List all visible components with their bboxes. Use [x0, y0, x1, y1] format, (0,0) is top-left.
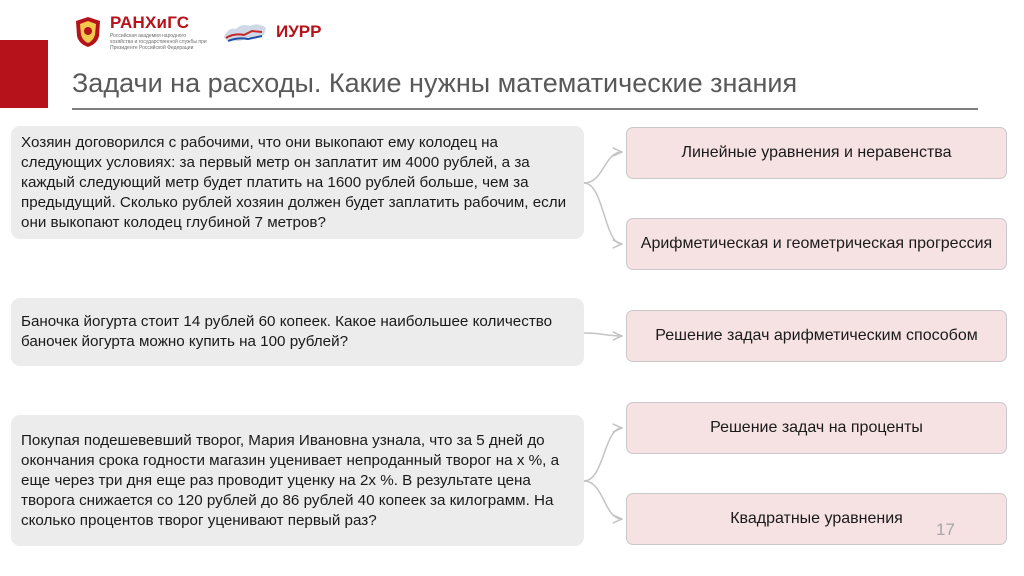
- topic-linear-equations: [626, 127, 1007, 179]
- arrow-q3-t4: [584, 428, 622, 481]
- ranepa-logo-name: РАНХиГС: [110, 12, 190, 32]
- accent-bar: [0, 40, 48, 108]
- arrow-q2-t3: [584, 333, 622, 336]
- arrow-q3-t5: [584, 481, 622, 519]
- topic-label: Решение задач арифметическим способом: [655, 327, 978, 344]
- topic-progressions: [626, 218, 1007, 270]
- topic-label: Линейные уравнения и неравенства: [681, 144, 952, 161]
- topic-percentages: [626, 402, 1007, 454]
- problem-card-well: [11, 126, 584, 239]
- topic-label: Решение задач на проценты: [710, 419, 923, 436]
- topic-arithmetic-method: [626, 310, 1007, 362]
- header-logos: [74, 12, 321, 52]
- arrow-q1-t2: [584, 183, 622, 244]
- problem-card-cottage-cheese: [11, 415, 584, 546]
- iurr-logo-name: ИУРР: [276, 22, 322, 41]
- page-title: Задачи на расходы. Какие нужны математические знания: [72, 68, 798, 98]
- topic-label: Квадратные уравнения: [730, 510, 903, 527]
- arrow-q1-t1: [584, 152, 622, 183]
- ranepa-logo-subtitle: Российская академия народного хозяйства и государственной службы при Президенте Российской Федерации: [110, 32, 207, 51]
- problem-text: Хозяин договорился с рабочими, что они выкопают ему колодец на следующих условиях: за первый метр он заплатит им 4000 рублей, а за каждый следующий метр будет платить на 1600 рублей больше, чем за предыдущий. Сколько рублей хозяин должен будет заплатить рабочим, если они выкопают колодец глубиной 7 метров?: [21, 133, 567, 231]
- russia-map-icon: [222, 17, 268, 47]
- problem-text: Баночка йогурта стоит 14 рублей 60 копеек. Какое наибольшее количество баночек йогурта можно купить на 100 рублей?: [21, 313, 553, 350]
- title-divider: [72, 108, 978, 110]
- ranepa-emblem-icon: [74, 16, 102, 48]
- page-number: 17: [936, 520, 955, 539]
- problem-card-yogurt: [11, 298, 584, 366]
- problem-text: Покупая подешевевший творог, Мария Ивановна узнала, что за 5 дней до окончания срока годности магазин уценивает непроданный творог на x %, а еще через три дня еще раз проводит уценку на 2x %. В результате цена творога снижается со 120 рублей до 86 рублей 40 копеек за килограмм. На сколько процентов творог уценивают первый раз?: [21, 431, 560, 529]
- topic-label: Арифметическая и геометрическая прогрессия: [640, 235, 993, 252]
